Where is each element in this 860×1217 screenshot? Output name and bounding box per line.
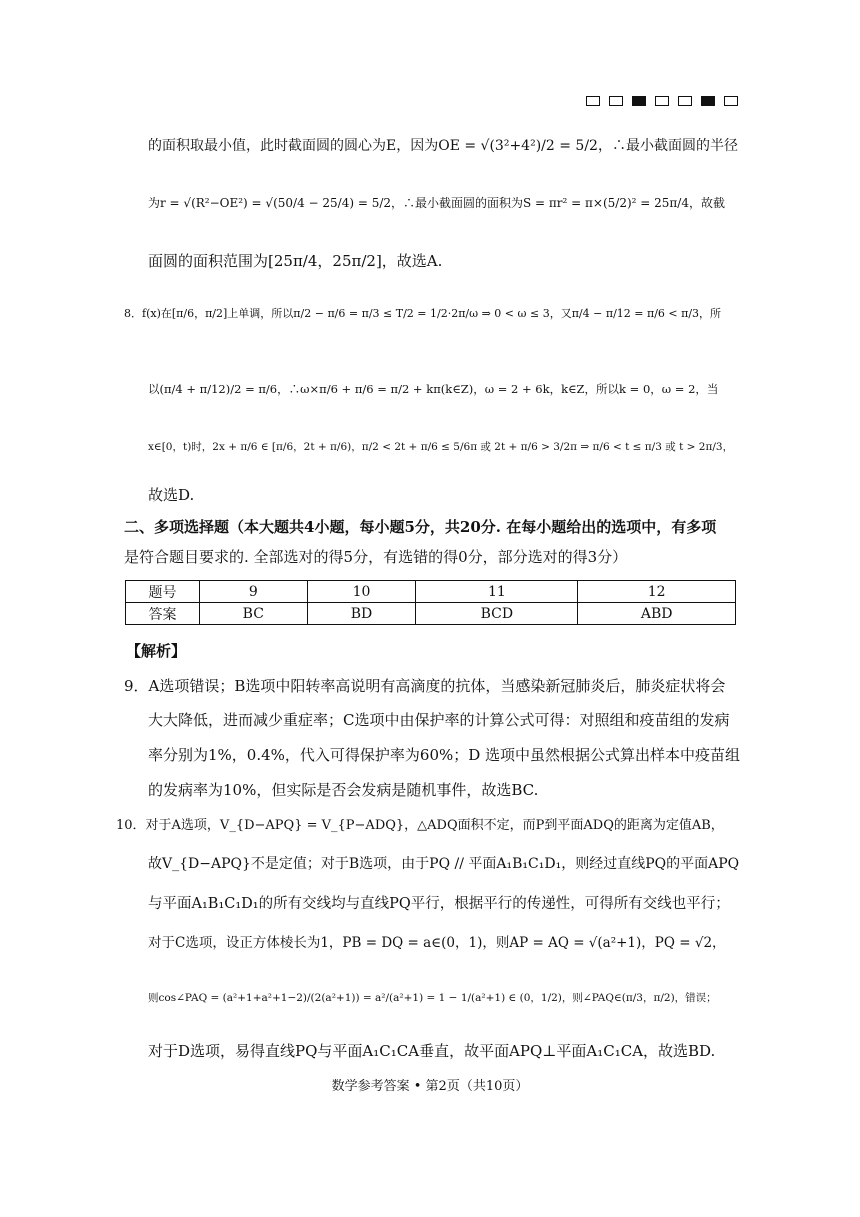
table-cell: 答案 (126, 603, 200, 625)
text-line: 8．f(x)在[π/6，π/2]上单调，所以π/2 − π/6 = π/3 ≤ T/2 = 1/2·2π/ω ⇒ 0 < ω ≤ 3，又π/4 − π/12 = π/6 < π/3，所 (124, 307, 722, 320)
header-mark (678, 96, 692, 106)
header-mark (609, 96, 623, 106)
text-line: 故V_{D−APQ}不是定值；对于B选项，由于PQ // 平面A₁B₁C₁D₁，则经过直线PQ的平面APQ (148, 856, 740, 872)
text-line: 率分别为1%，0.4%，代入可得保护率为60%；D 选项中虽然根据公式算出样本中疫苗组 (148, 746, 741, 764)
table-cell: BCD (416, 603, 578, 625)
table-cell: 题号 (126, 581, 200, 603)
table-cell: 12 (578, 581, 736, 603)
header-mark-filled (701, 96, 715, 106)
text-line: 面圆的面积范围为[25π/4，25π/2]，故选A. (148, 252, 443, 270)
text-line: 9．A选项错误；B选项中阳转率高说明有高滴度的抗体，当感染新冠肺炎后，肺炎症状将会 (124, 677, 726, 695)
table-cell: 9 (200, 581, 308, 603)
header-mark-filled (632, 96, 646, 106)
table-cell: BC (200, 603, 308, 625)
table-row (126, 603, 736, 625)
text-line: 为r = √(R²−OE²) = √(50/4 − 25/4) = 5/2，∴最小截面圆的面积为S = πr² = π×(5/2)² = 25π/4，故截 (148, 196, 725, 210)
text-line: 是符合题目要求的. 全部选对的得5分，有选错的得0分，部分选对的得3分） (124, 548, 628, 566)
table-cell: ABD (578, 603, 736, 625)
header-mark (655, 96, 669, 106)
table-cell: 10 (307, 581, 416, 603)
answer-table (125, 580, 736, 625)
text-line: 与平面A₁B₁C₁D₁的所有交线均与直线PQ平行，根据平行的传递性，可得所有交线也平行； (148, 896, 730, 912)
text-line: 以(π/4 + π/12)/2 = π/6，∴ω×π/6 + π/6 = π/2 + kπ(k∈Z)，ω = 2 + 6k，k∈Z，所以k = 0，ω = 2，当 (148, 382, 719, 396)
header-mark (724, 96, 738, 106)
page-footer: 数学参考答案 • 第2页（共10页） (331, 1079, 529, 1094)
text-line: x∈[0，t)时，2x + π/6 ∈ [π/6，2t + π/6)，π/2 < 2t + π/6 ≤ 5/6π 或 2t + π/6 > 3/2π ⇒ π/6 < t ≤ π/3 或 t > 2π/3， (148, 441, 734, 453)
header-marks (586, 96, 738, 106)
text-line: 则cos∠PAQ = (a²+1+a²+1−2)/(2(a²+1)) = a²/(a²+1) = 1 − 1/(a²+1) ∈ (0，1/2)，则∠PAQ∈(π/3，π/2)，错误； (148, 992, 717, 1004)
table-cell: BD (307, 603, 416, 625)
analysis-heading: 【解析】 (126, 642, 187, 660)
text-line: 大大降低，进而减少重症率；C选项中由保护率的计算公式可得：对照组和疫苗组的发病 (148, 711, 730, 729)
text-line: 的发病率为10%，但实际是否会发病是随机事件，故选BC. (148, 781, 539, 799)
header-mark (586, 96, 600, 106)
table-row (126, 581, 736, 603)
text-line: 对于C选项，设正方体棱长为1，PB = DQ = a∈(0，1)，则AP = AQ = √(a²+1)，PQ = √2， (148, 935, 726, 951)
text-line: 的面积取最小值，此时截面圆的圆心为E，因为OE = √(3²+4²)/2 = 5/2，∴最小截面圆的半径 (148, 138, 738, 154)
text-line: 对于D选项，易得直线PQ与平面A₁C₁CA垂直，故平面APQ⊥平面A₁C₁CA，故选BD. (148, 1042, 716, 1060)
section-heading: 二、多项选择题（本大题共4小题，每小题5分，共20分. 在每小题给出的选项中，有多项 (124, 518, 717, 536)
table-cell: 11 (416, 581, 578, 603)
text-line: 10．对于A选项，V_{D−APQ} = V_{P−ADQ}，△ADQ面积不定，而P到平面ADQ的距离为定值AB， (116, 818, 724, 833)
text-line: 故选D. (148, 486, 195, 504)
